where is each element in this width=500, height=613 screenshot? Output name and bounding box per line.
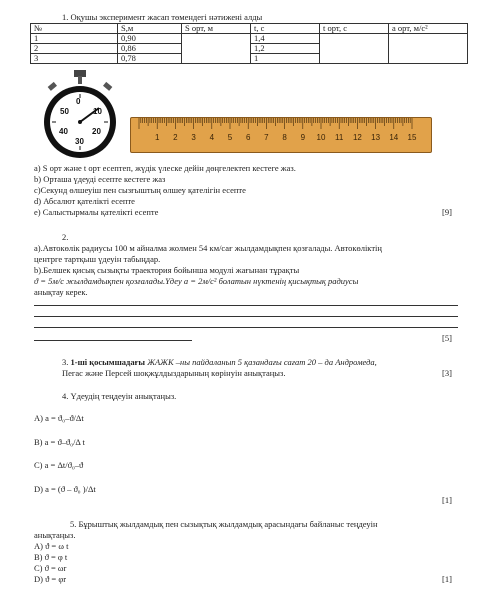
- table-cell: 2: [31, 44, 118, 54]
- ruler-number: 14: [389, 133, 399, 142]
- ruler-number: 6: [245, 133, 251, 142]
- table-header: №: [31, 24, 118, 34]
- q3-label: 1-ші қосымшадағы: [70, 357, 146, 367]
- q3-score: [3]: [442, 368, 452, 378]
- q1-task-d: d) Абсалют қателікті есепте: [34, 196, 135, 206]
- q1-task-a: a) S орт және t орт есептеп, жүдік үлеске дейін дөңгелектеп кестеге жаз.: [34, 163, 296, 173]
- q5-title-line2: анықтаңыз.: [34, 530, 76, 540]
- ruler-scale: [131, 118, 431, 152]
- ruler-number: 15: [407, 133, 417, 142]
- ruler-number: 2: [173, 133, 178, 142]
- stopwatch-number: 10: [93, 107, 102, 116]
- q2-b-line1: b).Белшек қисық сызықты траектория бойынша модулі жағынан тұрақты: [34, 265, 300, 275]
- table-row: [31, 34, 468, 44]
- q1-task-e: e) Салыстырмалы қателікті есепте: [34, 207, 159, 217]
- ruler-number: 11: [335, 133, 344, 142]
- q3-text-line1: ЖАЖК –ны пайдаланып 5 қазандағы сағат 20 – да Андромеда,: [147, 357, 377, 367]
- q5-option-c: C) ϑ = ωr: [34, 563, 67, 573]
- results-table: [30, 23, 468, 64]
- table-cell: 1,2: [251, 44, 320, 54]
- table-cell: [320, 34, 389, 64]
- table-cell: 0,78: [118, 54, 182, 64]
- stopwatch-number: 40: [59, 127, 68, 136]
- stopwatch-number: 50: [60, 107, 69, 116]
- q3-line1: [62, 357, 377, 367]
- table-header: S орт, м: [182, 24, 251, 34]
- ruler-number: 4: [209, 133, 215, 142]
- q4-option-d: D) a = (ϑ – ϑ₀ )/Δt: [34, 484, 96, 494]
- q5-score: [1]: [442, 574, 452, 584]
- table-cell: 1: [31, 34, 118, 44]
- table-cell: [389, 34, 468, 64]
- q4-option-b: B) a = ϑ–ϑ₀/Δ t: [34, 437, 85, 447]
- ruler: [130, 117, 432, 153]
- answer-line: [34, 316, 458, 317]
- q1-task-c: c)Секунд өлшеуіш пен сызғыштың өлшеу қателігін есепте: [34, 185, 246, 195]
- q2-score: [5]: [442, 333, 452, 343]
- ruler-number: 13: [371, 133, 381, 142]
- q5-option-b: B) ϑ = φ t: [34, 552, 68, 562]
- table-header: S,м: [118, 24, 182, 34]
- q4-title: 4. Үдеудің теңдеуін анықтаңыз.: [62, 391, 177, 401]
- q2-b-line3: анықтау керек.: [34, 287, 88, 297]
- table-cell: 0,90: [118, 34, 182, 44]
- table-cell: 1,4: [251, 34, 320, 44]
- ruler-number: 7: [264, 133, 269, 142]
- answer-line: [34, 327, 458, 328]
- table-cell: 3: [31, 54, 118, 64]
- q2-b-line2: ϑ = 5м/с жылдамдықпен қозғалады.Үдеу a = 2м/c² болатын нүктенің қисықтық радиусы: [34, 276, 359, 286]
- table-header: a орт, м/с²: [389, 24, 468, 34]
- q5-option-d: D) ϑ = φr: [34, 574, 67, 584]
- q5-title-line1: 5. Бұрыштық жылдамдық пен сызықтық жылдамдық арасындағы байланыс теңдеуін: [70, 519, 378, 529]
- table-cell: 0,86: [118, 44, 182, 54]
- answer-line: [34, 305, 458, 306]
- table-header: t орт, с: [320, 24, 389, 34]
- q2-number: 2.: [62, 232, 69, 242]
- q3-number: 3.: [62, 357, 69, 367]
- q1-task-b: b) Орташа үдеуді есепте кестеге жаз: [34, 174, 166, 184]
- table-header-row: [31, 24, 468, 34]
- q1-score: [9]: [442, 207, 452, 217]
- stopwatch-icon: [40, 68, 120, 160]
- ruler-number: 1: [154, 133, 160, 142]
- stopwatch-number: 20: [92, 127, 101, 136]
- table-cell: [182, 34, 251, 64]
- ruler-number: 10: [316, 133, 326, 142]
- q3-text-line2: Пегас және Персей шоқжұлдыздарының көрінуін анықтаңыз.: [62, 368, 286, 378]
- answer-line: [34, 340, 192, 341]
- q4-option-c: C) a = Δt/ϑ₀–ϑ: [34, 460, 84, 470]
- ruler-number: 8: [282, 133, 287, 142]
- ruler-number: 3: [191, 133, 196, 142]
- q4-option-a: A) a = ϑ₀–ϑ/Δt: [34, 413, 84, 423]
- table-header: t, с: [251, 24, 320, 34]
- stopwatch-number: 0: [76, 97, 81, 106]
- q2-a-line1: a).Автокөлік радиусы 100 м айналма жолмен 54 км/сағ жылдамдықпен қозғалады. Автокөліктің: [34, 243, 382, 253]
- ruler-number: 12: [352, 133, 362, 142]
- q2-a-line2: центрге тартқыш үдеуін табыңдар.: [34, 254, 161, 264]
- ruler-number: 9: [300, 133, 306, 142]
- stopwatch-number: 30: [75, 137, 84, 146]
- q1-title: 1. Оқушы эксперимент жасап төмендегі нәтижені алды: [62, 12, 263, 22]
- q4-score: [1]: [442, 495, 452, 505]
- ruler-number: 5: [227, 133, 233, 142]
- table-cell: 1: [251, 54, 320, 64]
- q5-option-a: A) ϑ = ω t: [34, 541, 69, 551]
